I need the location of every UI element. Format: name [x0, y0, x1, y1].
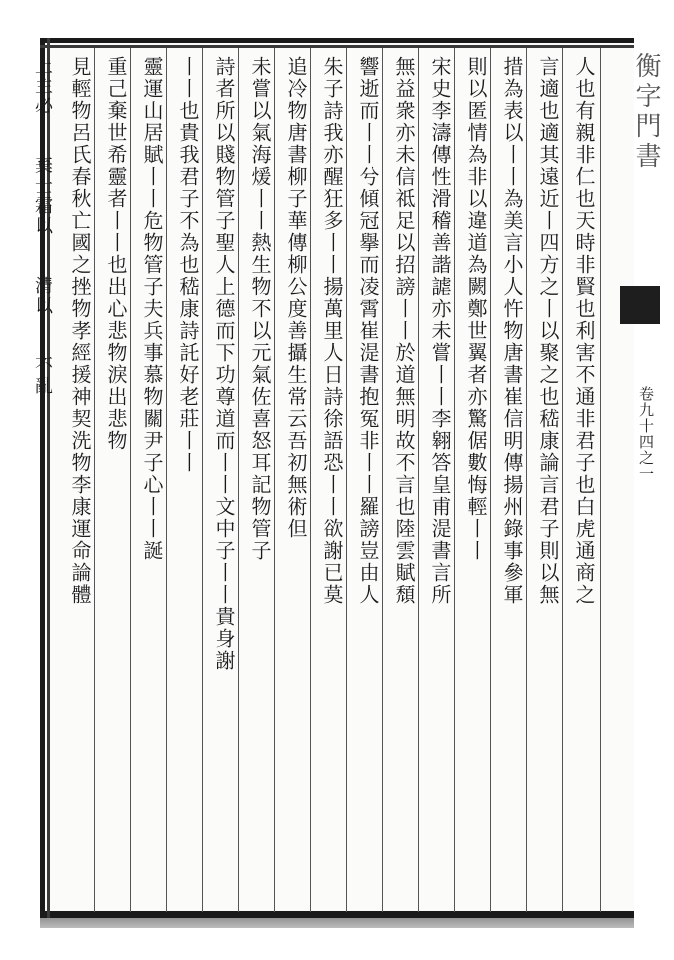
text-column-7: 響逝而丨丨兮傾冠擧而凌霄崔湜書抱冤非丨丨羅謗豈由人	[356, 56, 380, 606]
text-column-2: 言適也適其遠近丨四方之丨以聚之也嵇康論言君子則以無	[536, 56, 560, 606]
text-column-8: 朱子詩我亦醒狂多丨丨揚萬里人日詩徐語恐丨丨欲謝已莫	[320, 56, 344, 606]
text-column-3: 措為表以丨丨為美言小人忤物唐書崔信明傳揚州錄事參軍	[500, 56, 524, 606]
text-column-10: 未嘗以氣海煖丨丨熱生物不以元氣佐喜怒耳記物管子	[248, 56, 272, 562]
text-column-1: 人也有親非仁也天時非賢也利害不通非君子也白虎通商之	[572, 56, 596, 606]
text-column-12: 丨丨也貴我君子不為也嵇康詩託好老莊丨丨	[176, 56, 200, 474]
text-column-13: 靈運山居賦丨丨危物管子夫兵事慕物關尹子心丨丨誕	[140, 56, 164, 562]
text-column-5: 宋史李濤傳性滑稽善諧謔亦未嘗丨丨李翱答皇甫湜書言所	[428, 56, 452, 606]
margin-book-title: 衡字門書	[631, 52, 661, 172]
margin-black-tab	[620, 286, 660, 324]
page-bottom-edge	[40, 918, 634, 928]
text-column-14: 重己棄世希靈者丨丨也出心悲物淚出悲物	[104, 56, 128, 452]
text-column-9: 追冷物唐書柳子華傳柳公度善攝生常云吾初無術但	[284, 56, 308, 540]
text-column-6: 無益衆亦未信祗足以招謗丨丨於道無明故不言也陸雲賦頹	[392, 56, 416, 606]
text-column-15: 見輕物呂氏春秋亡國之挫物孝經援神契洗物李康運命論體	[68, 56, 92, 606]
text-column-4: 則以匿情為非以違道為闕鄭世翼者亦驚倨數悔輕丨丨	[464, 56, 488, 562]
margin-volume-label: 卷九十四之一	[637, 386, 655, 482]
text-column-16: 上主必丨丨棄士霜以丨丨清以丨丨不亂	[32, 56, 53, 396]
text-column-11: 詩者所以賤物管子聖人上德而下功尊道而丨丨文中子丨丨貴身謝	[212, 56, 236, 672]
